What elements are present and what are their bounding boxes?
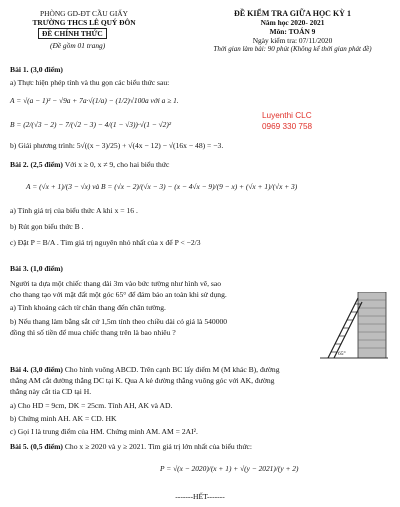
b4-head xyxy=(10,365,280,375)
exam-title: ĐỀ KIỂM TRA GIỮA HỌC KỲ 1 xyxy=(234,9,351,18)
end-marker: -------HẾT------- xyxy=(175,492,225,501)
b2-title: Bài 2. (2,5 điểm) xyxy=(10,160,63,169)
watermark-name: Luyenthi CLC xyxy=(262,111,312,120)
b5-title: Bài 5. (0,5 điểm) xyxy=(10,442,63,451)
b4-line2: thẳng AM cắt đường thẳng DC tại K. Qua A kẻ đường thẳng vuông góc với AK, đường xyxy=(10,376,275,385)
b4-b: b) Chứng minh AH. AK = CD. HK xyxy=(10,414,117,423)
b2-c: c) Đặt P = B/A . Tìm giá trị nguyên nhỏ nhất của x để P < −2/3 xyxy=(10,238,201,247)
b2-expr: A = (√x + 1)/(3 − √x) và B = (√x − 2)/(√x − 3) − (x − 4√x − 9)/(9 − x) + (√x + 1)/(√x + 3) xyxy=(26,182,298,191)
watermark-phone: 0969 330 758 xyxy=(262,122,313,131)
dept-name: PHÒNG GD-ĐT CẦU GIẤY xyxy=(40,9,128,18)
exam-date: Ngày kiểm tra: 07/11/2020 xyxy=(252,36,333,45)
angle-label: 65° xyxy=(338,351,346,357)
page-count: (Đề gồm 01 trang) xyxy=(50,41,106,50)
b1-b: b) Giải phương trình: 5√((x − 3)/25) + √(4x − 12) − √(16x − 48) = −3. xyxy=(10,141,224,150)
b1-expr-a: A = √(a − 1)² − √9a + 7a·√(1/a) − (1/2)√100a với a ≥ 1. xyxy=(10,96,179,105)
b2-intro: Với x ≥ 0, x ≠ 9, cho hai biểu thức xyxy=(64,160,170,169)
official-badge: ĐỀ CHÍNH THỨC xyxy=(38,28,107,39)
b4-title: Bài 4. (3,0 điểm) xyxy=(10,365,63,374)
ladder-illustration xyxy=(318,292,390,366)
watermark xyxy=(262,110,312,132)
b3-line1: Người ta dựa một chiếc thang dài 3m vào bức tường như hình vẽ, sao xyxy=(10,279,222,288)
school-name: TRƯỜNG THCS LÊ QUÝ ĐÔN xyxy=(32,18,136,27)
b3-b2: đồng thì số tiền để mua chiếc thang trên là bao nhiêu ? xyxy=(10,328,176,337)
b4-line1: Cho hình vuông ABCD. Trên cạnh BC lấy điểm M (M khác B), đường xyxy=(64,365,280,374)
b4-line3: thẳng này cắt tia CD tại H. xyxy=(10,387,92,396)
b1-a: a) Thực hiện phép tính và thu gọn các biểu thức sau: xyxy=(10,78,170,87)
b4-a: a) Cho HD = 9cm, DK = 25cm. Tính AH, AK và AD. xyxy=(10,401,173,410)
b2-head xyxy=(10,160,169,170)
b4-c: c) Gọi I là trung điểm của HM. Chứng minh AM. AM = 2AI². xyxy=(10,427,198,436)
b1-expr-b: B = (2/(√3 − 2) − 7/(√2 − 3) − 4/(1 − √3))·√(1 − √2)² xyxy=(10,120,172,129)
b5-expr: P = √(x − 2020)/(x + 1) + √(y − 2021)/(y + 2) xyxy=(160,464,299,473)
b3-a: a) Tính khoảng cách từ chân thang đến chân tường. xyxy=(10,303,166,312)
exam-time: Thời gian làm bài: 90 phút (Không kể thời gian phát đề) xyxy=(213,45,372,53)
header-left xyxy=(14,9,154,27)
b5-head xyxy=(10,442,252,452)
b3-title: Bài 3. (1,0 điểm) xyxy=(10,264,63,273)
subject: Môn: TOÁN 9 xyxy=(269,27,316,36)
b1-title: Bài 1. (3,0 điểm) xyxy=(10,65,63,74)
b5-intro: Cho x ≥ 2020 và y ≥ 2021. Tìm giá trị lớn nhất của biểu thức: xyxy=(64,442,253,451)
b3-b1: b) Nếu thang làm bằng sắt cứ 1,5m tính theo chiều dài có giá là 540000 xyxy=(10,317,228,326)
b3-line2: cho thang tạo với mặt đất một góc 65° để đảm bảo an toàn khi sử dụng. xyxy=(10,290,227,299)
b2-b: b) Rút gọn biểu thức B . xyxy=(10,222,84,231)
b2-a: a) Tính giá trị của biểu thức A khi x = 16 . xyxy=(10,206,138,215)
school-year: Năm học 2020- 2021 xyxy=(260,18,325,27)
header-right xyxy=(190,9,395,54)
